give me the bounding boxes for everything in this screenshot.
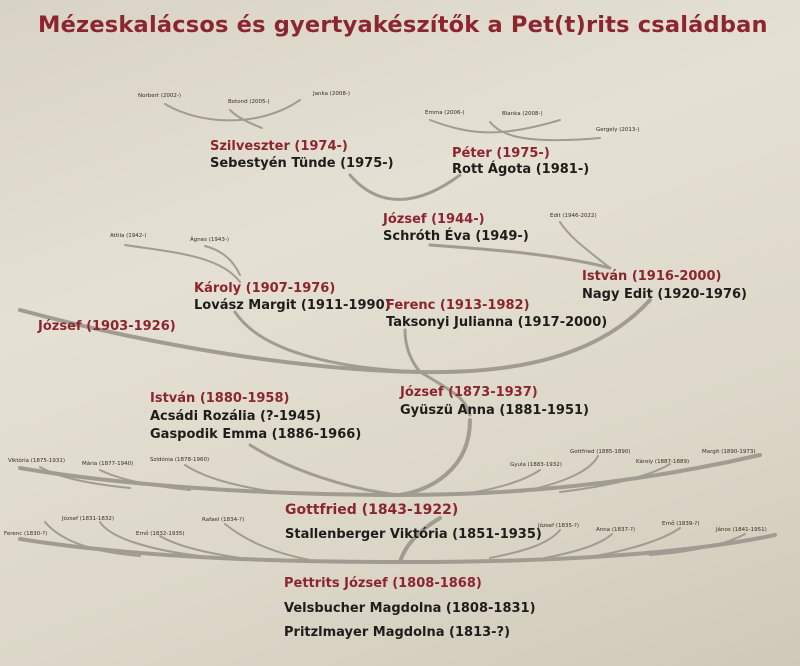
branch <box>405 330 420 372</box>
child-label: Anna (1837-?) <box>596 527 636 533</box>
spouse-name: Gyüszü Anna (1881-1951) <box>400 403 589 418</box>
person-name: József (1873-1937) <box>400 385 538 400</box>
child-label: Edit (1946-2022) <box>550 213 597 219</box>
child-label: Viktória (1875-1931) <box>8 458 66 464</box>
person-name: Péter (1975-) <box>452 146 550 161</box>
branch <box>400 420 470 495</box>
child-label: Margit (1890-1973) <box>702 449 756 455</box>
branch <box>350 175 460 199</box>
person-name: Ferenc (1913-1982) <box>386 298 530 313</box>
spouse-name: Pritzlmayer Magdolna (1813-?) <box>284 625 511 640</box>
branch <box>560 464 670 492</box>
child-label: Gyula (1883-1932) <box>510 462 562 468</box>
person-name: Szilveszter (1974-) <box>210 139 348 154</box>
child-label: Mária (1877-1940) <box>82 461 134 467</box>
child-label: Gergely (2013-) <box>596 127 640 133</box>
spouse-name: Rott Ágota (1981-) <box>452 162 590 177</box>
child-label: József (1835-?) <box>538 523 580 529</box>
person-name: István (1880-1958) <box>150 391 290 406</box>
spouse-name: Stallenberger Viktória (1851-1935) <box>285 527 542 542</box>
person-name: István (1916-2000) <box>582 269 722 284</box>
root-person-name: Pettrits József (1808-1868) <box>284 576 482 591</box>
child-label: Emma (2006-) <box>425 110 465 116</box>
person-name: József (1903-1926) <box>38 319 176 334</box>
child-label: Blanka (2008-) <box>502 111 543 117</box>
branch <box>430 245 610 268</box>
child-label: Ernő (1832-1935) <box>136 531 185 537</box>
child-label: József (1831-1832) <box>62 516 115 522</box>
child-label: János (1841-1951) <box>716 527 767 533</box>
branch <box>205 246 240 275</box>
spouse-name: Velsbucher Magdolna (1808-1831) <box>284 601 536 616</box>
child-label: Gottfried (1885-1890) <box>570 449 631 455</box>
child-label: Rafael (1834-?) <box>202 517 245 523</box>
spouse-name: Gaspodik Emma (1886-1966) <box>150 427 362 442</box>
child-label: Janka (2008-) <box>313 91 350 97</box>
branch <box>125 245 240 282</box>
person-name: Gottfried (1843-1922) <box>285 502 459 518</box>
child-label: Attila (1942-) <box>110 233 147 239</box>
spouse-name: Taksonyi Julianna (1917-2000) <box>386 315 608 330</box>
spouse-name: Nagy Edit (1920-1976) <box>582 287 747 302</box>
spouse-name: Lovász Margit (1911-1990) <box>194 298 391 313</box>
spouse-name: Acsádi Rozália (?-1945) <box>150 409 322 424</box>
child-label: Norbert (2002-) <box>138 93 182 99</box>
person-name: Károly (1907-1976) <box>194 281 336 296</box>
child-label: Károly (1887-1889) <box>636 459 690 465</box>
child-label: Ferenc (1830-?) <box>4 531 48 537</box>
child-label: Ernő (1839-?) <box>662 521 700 527</box>
child-label: Ágnes (1943-) <box>190 237 230 243</box>
spouse-name: Sebestyén Tünde (1975-) <box>210 156 394 171</box>
branch <box>250 445 400 495</box>
child-label: Szidónia (1878-1960) <box>150 457 210 463</box>
spouse-name: Schróth Éva (1949-) <box>383 229 529 244</box>
board-title: Mézeskalácsos és gyertyakészítők a Pet(t)rits családban <box>38 12 768 38</box>
child-label: Botond (2005-) <box>228 99 270 105</box>
person-name: József (1944-) <box>383 212 485 227</box>
